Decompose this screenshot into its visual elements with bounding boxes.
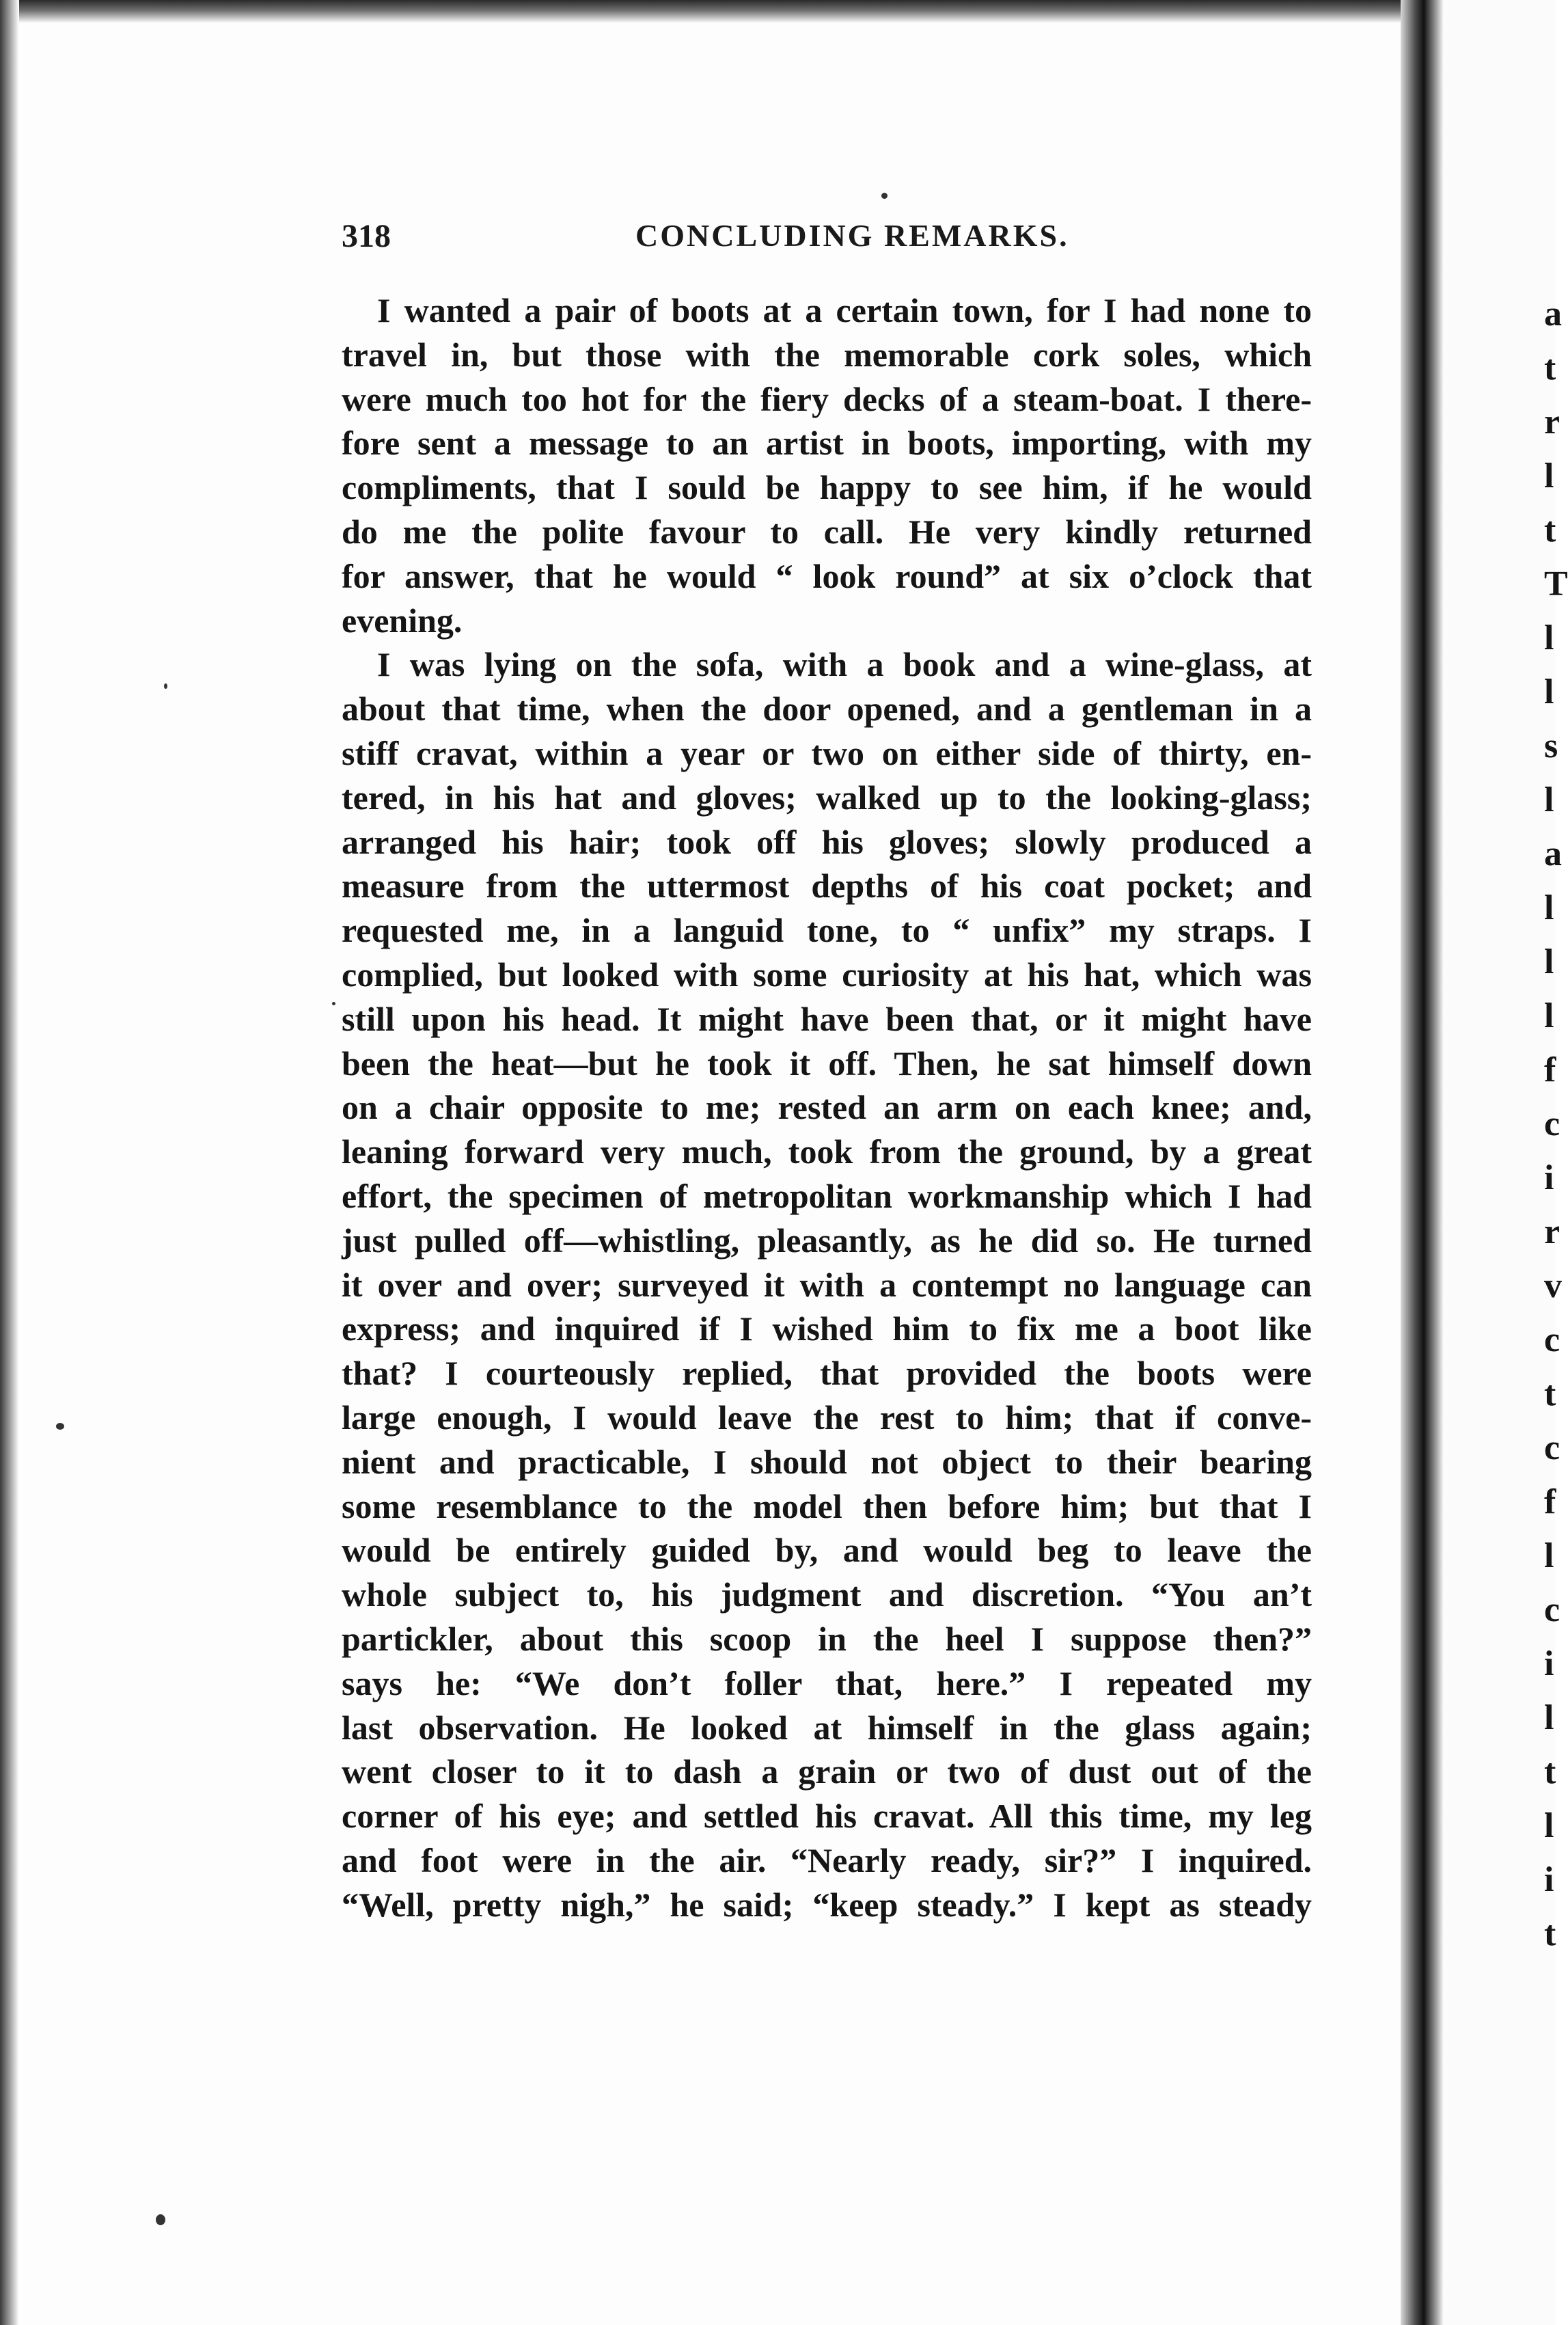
facing-page-letter: l (1544, 780, 1554, 819)
text-line: complied, but looked with some curiosity at his hat, which was (342, 955, 1312, 994)
text-line: were much too hot for the fiery decks of a steam-boat. I there- (342, 379, 1312, 418)
facing-page-letter: v (1544, 1266, 1562, 1305)
text-line: I was lying on the sofa, with a book and a wine-glass, at (377, 645, 1312, 684)
facing-page-letter: l (1544, 1536, 1554, 1575)
facing-page-letter: c (1544, 1590, 1560, 1629)
text-line: requested me, in a languid tone, to “ unfix” my straps. I (342, 911, 1312, 950)
facing-page-letter: f (1544, 1482, 1556, 1521)
text-line: compliments, that I sould be happy to see him, if he would (342, 468, 1312, 507)
text-line: about that time, when the door opened, and a gentleman in a (342, 690, 1312, 729)
facing-page-letter: a (1544, 295, 1562, 334)
text-line: partickler, about this scoop in the heel I suppose then?” (342, 1619, 1312, 1658)
facing-page-letter: r (1544, 403, 1560, 441)
text-line: measure from the uttermost depths of his coat pocket; and (342, 867, 1312, 906)
facing-page-letter: T (1544, 565, 1568, 603)
facing-page-letter: l (1544, 672, 1554, 711)
page-number: 318 (342, 218, 391, 254)
running-head: CONCLUDING REMARKS. (635, 218, 1069, 253)
text-line: leaning forward very much, took from the ground, by a great (342, 1132, 1312, 1171)
text-line: fore sent a message to an artist in boots, importing, with my (342, 424, 1312, 463)
text-line: I wanted a pair of boots at a certain town, for I had none to (377, 291, 1312, 329)
facing-page-letter: l (1544, 1806, 1554, 1845)
facing-page-letter: i (1544, 1158, 1554, 1197)
facing-page-letter: l (1544, 457, 1554, 495)
facing-page-letter: i (1544, 1860, 1554, 1899)
facing-page-letter: c (1544, 1320, 1560, 1359)
facing-page-letter: l (1544, 1698, 1554, 1737)
text-line: that? I courteously replied, that provided the boots were (342, 1354, 1312, 1393)
scan-edge-top (0, 0, 1555, 23)
facing-page-letter: i (1544, 1644, 1554, 1683)
text-line: on a chair opposite to me; rested an arm on each knee; and, (342, 1088, 1312, 1127)
facing-page-letter: t (1544, 1914, 1556, 1953)
facing-page-letter: l (1544, 996, 1554, 1035)
text-line: effort, the specimen of metropolitan workmanship which I had (342, 1176, 1312, 1215)
facing-page-letter: c (1544, 1104, 1560, 1143)
text-line: last observation. He looked at himself in the glass again; (342, 1708, 1312, 1747)
text-line: went closer to it to dash a grain or two of dust out of the (342, 1752, 1312, 1791)
facing-page-letter: f (1544, 1050, 1556, 1089)
text-line: still upon his head. It might have been that, or it might have (342, 999, 1312, 1038)
facing-page-letter: t (1544, 1374, 1556, 1413)
body-text (342, 288, 1312, 1927)
text-line: for answer, that he would “ look round” at six o’clock that (342, 556, 1312, 595)
text-line: and foot were in the air. “Nearly ready, sir?” I inquired. (342, 1840, 1312, 1879)
facing-page-letter: a (1544, 834, 1562, 873)
text-line: would be entirely guided by, and would beg to leave the (342, 1531, 1312, 1570)
text-line: express; and inquired if I wished him to fix me a boot like (342, 1309, 1312, 1348)
text-line: large enough, I would leave the rest to him; that if conve- (342, 1398, 1312, 1437)
text-line: corner of his eye; and settled his cravat. All this time, my leg (342, 1797, 1312, 1836)
text-line: do me the polite favour to call. He very kindly returned (342, 512, 1312, 551)
facing-page-letter: s (1544, 726, 1558, 765)
text-line: “Well, pretty nigh,” he said; “keep steady.” I kept as steady (342, 1885, 1312, 1924)
text-line: tered, in his hat and gloves; walked up to the looking-glass; (342, 778, 1312, 817)
text-line: whole subject to, his judgment and discretion. “You an’t (342, 1575, 1312, 1614)
scan-edge-left (0, 0, 19, 2325)
facing-page-letter: l (1544, 888, 1554, 927)
text-line: stiff cravat, within a year or two on either side of thirty, en- (342, 733, 1312, 772)
facing-page-letter: c (1544, 1428, 1560, 1467)
text-line: just pulled off—whistling, pleasantly, as he did so. He turned (342, 1221, 1312, 1260)
text-line: some resemblance to the model then before him; but that I (342, 1486, 1312, 1525)
text-line: says he: “We don’t foller that, here.” I repeated my (342, 1663, 1312, 1702)
facing-page-letter: t (1544, 349, 1556, 388)
text-line: it over and over; surveyed it with a contempt no language can (342, 1265, 1312, 1304)
facing-page-edge (1443, 0, 1568, 2325)
facing-page-letter: l (1544, 618, 1554, 657)
facing-page-letter: l (1544, 942, 1554, 981)
book-gutter (1401, 0, 1443, 2325)
facing-page-letter: t (1544, 511, 1556, 549)
facing-page-letter: t (1544, 1752, 1556, 1791)
facing-page-letter: r (1544, 1212, 1560, 1251)
text-line: travel in, but those with the memorable cork soles, which (342, 335, 1312, 374)
page-header (342, 217, 1309, 265)
text-line: arranged his hair; took off his gloves; slowly produced a (342, 822, 1312, 861)
text-line: nient and practicable, I should not object to their bearing (342, 1442, 1312, 1481)
text-line: been the heat—but he took it off. Then, he sat himself down (342, 1044, 1312, 1083)
text-line: evening. (342, 601, 463, 640)
